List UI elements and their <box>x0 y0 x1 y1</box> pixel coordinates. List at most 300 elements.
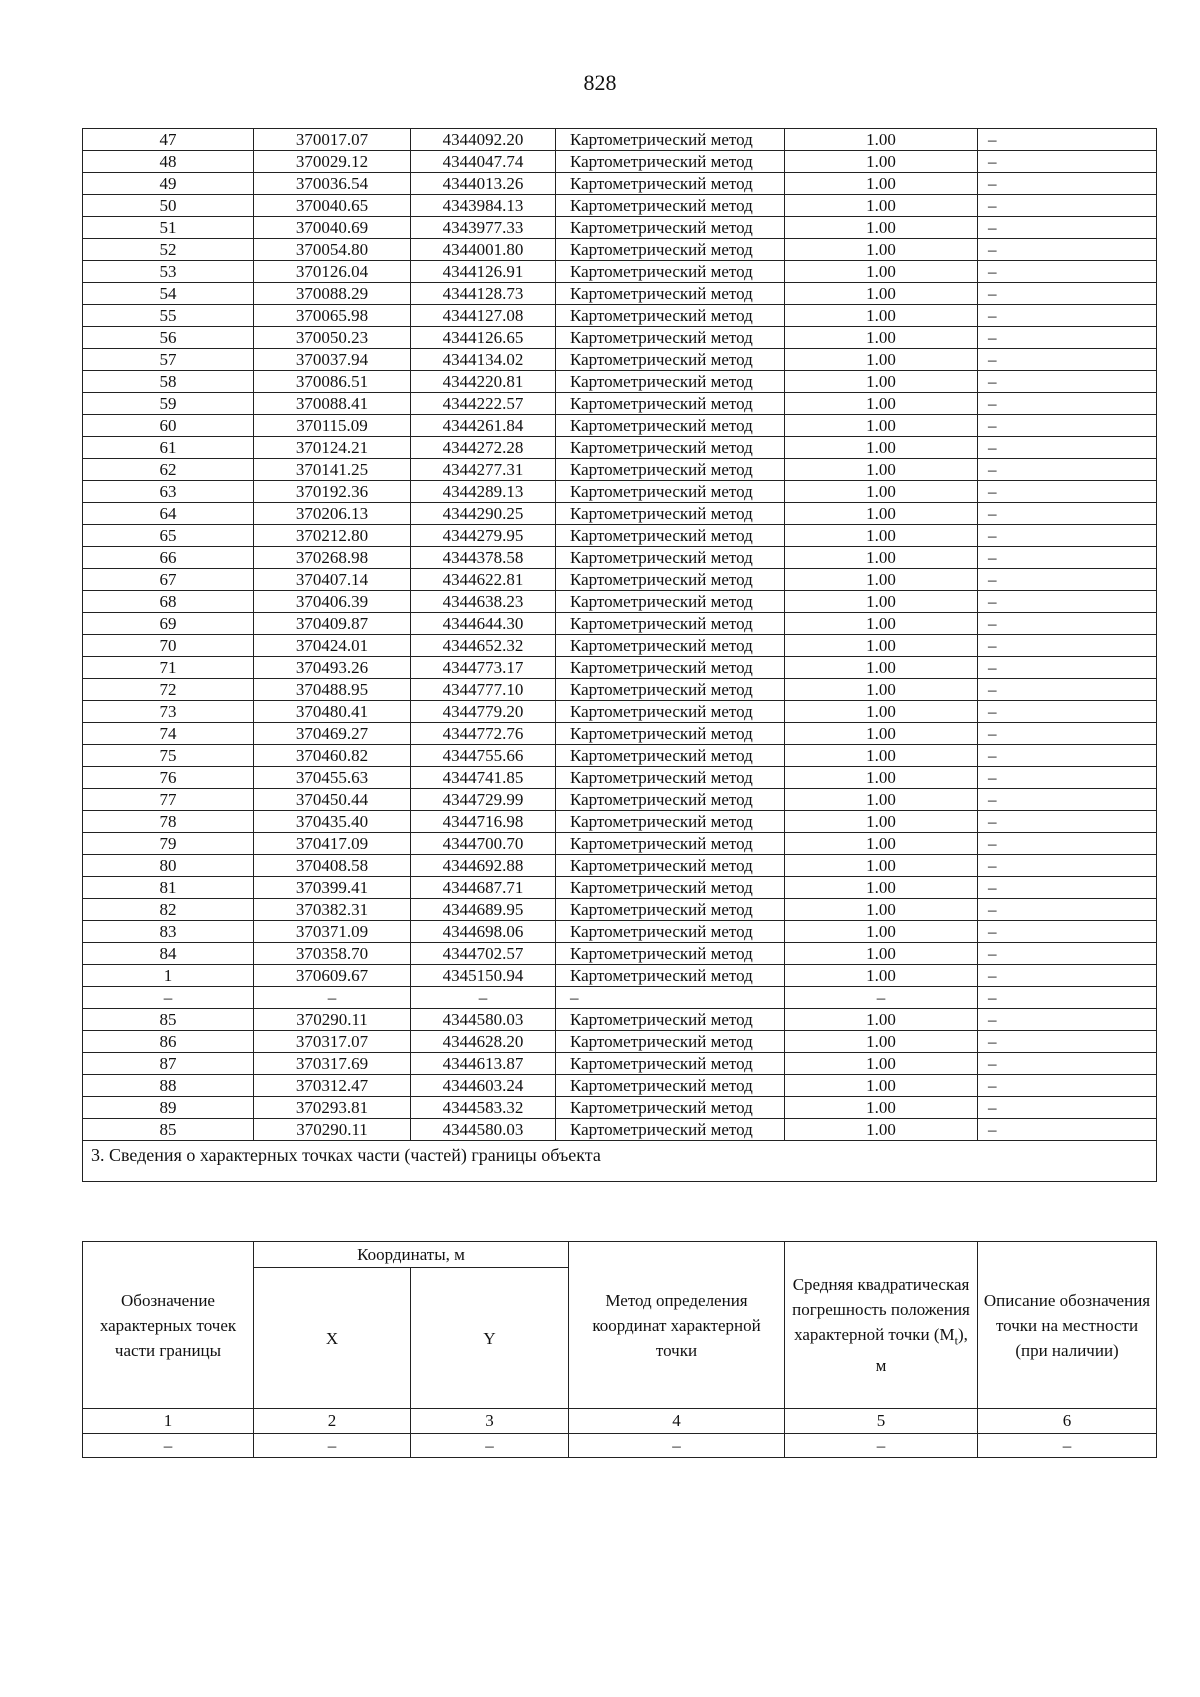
cell-error: 1.00 <box>785 349 978 371</box>
parts-boundary-table <box>82 1241 1157 1458</box>
cell-coord-y: 4344702.57 <box>411 943 556 965</box>
cell-method: Картометрический метод <box>556 327 785 349</box>
cell-description: – <box>978 745 1157 767</box>
cell-coord-x: 370407.14 <box>254 569 411 591</box>
cell-coord-x: 370493.26 <box>254 657 411 679</box>
cell-coord-x: 370455.63 <box>254 767 411 789</box>
cell-method: Картометрический метод <box>556 217 785 239</box>
cell-point-number: – <box>83 987 254 1009</box>
cell-description: – <box>978 811 1157 833</box>
cell-method: Картометрический метод <box>556 1097 785 1119</box>
cell-point-number: 52 <box>83 239 254 261</box>
cell-point-number: 1 <box>83 965 254 987</box>
cell-point-number: 49 <box>83 173 254 195</box>
cell-description: – <box>978 173 1157 195</box>
table-row <box>83 811 1157 833</box>
cell-coord-x: 370017.07 <box>254 129 411 151</box>
coordinates-table <box>82 128 1157 1182</box>
column-number: 6 <box>978 1409 1157 1434</box>
cell-coord-y: 4344698.06 <box>411 921 556 943</box>
section-3-title: 3. Сведения о характерных точках части (частей) границы объекта <box>83 1141 1157 1182</box>
coordinates-table-body <box>83 129 1157 1182</box>
cell-error: 1.00 <box>785 635 978 657</box>
cell-error: 1.00 <box>785 327 978 349</box>
cell-method: Картометрический метод <box>556 701 785 723</box>
header-method: Метод определения координат характерной точки <box>569 1242 785 1409</box>
empty-cell: – <box>411 1434 569 1458</box>
header-designation: Обозначение характерных точек части границы <box>83 1242 254 1409</box>
cell-coord-x: 370435.40 <box>254 811 411 833</box>
cell-method: Картометрический метод <box>556 943 785 965</box>
cell-coord-y: 4344741.85 <box>411 767 556 789</box>
header-description: Описание обозначения точки на местности (при наличии) <box>978 1242 1157 1409</box>
cell-point-number: 76 <box>83 767 254 789</box>
cell-coord-y: 4343984.13 <box>411 195 556 217</box>
empty-cell: – <box>785 1434 978 1458</box>
cell-point-number: 62 <box>83 459 254 481</box>
table-row <box>83 459 1157 481</box>
cell-coord-y: 4344583.32 <box>411 1097 556 1119</box>
cell-coord-y: 4344773.17 <box>411 657 556 679</box>
cell-method: Картометрический метод <box>556 415 785 437</box>
cell-point-number: 82 <box>83 899 254 921</box>
cell-coord-y: 4344689.95 <box>411 899 556 921</box>
cell-method: Картометрический метод <box>556 723 785 745</box>
cell-coord-y: 4344013.26 <box>411 173 556 195</box>
table-row <box>83 855 1157 877</box>
cell-coord-y: 4344128.73 <box>411 283 556 305</box>
cell-coord-x: 370460.82 <box>254 745 411 767</box>
table-row <box>83 173 1157 195</box>
cell-coord-x: 370126.04 <box>254 261 411 283</box>
table-row <box>83 1075 1157 1097</box>
header-error-tail: ), м <box>875 1324 968 1376</box>
cell-coord-x: 370406.39 <box>254 591 411 613</box>
cell-error: 1.00 <box>785 833 978 855</box>
cell-point-number: 47 <box>83 129 254 151</box>
header-coordinates: Координаты, м <box>254 1242 569 1268</box>
cell-coord-y: 4344687.71 <box>411 877 556 899</box>
cell-description: – <box>978 129 1157 151</box>
cell-error: 1.00 <box>785 745 978 767</box>
cell-coord-y: 4344001.80 <box>411 239 556 261</box>
cell-coord-x: 370450.44 <box>254 789 411 811</box>
table-row <box>83 635 1157 657</box>
cell-coord-y: 4344279.95 <box>411 525 556 547</box>
cell-method: Картометрический метод <box>556 503 785 525</box>
cell-method: Картометрический метод <box>556 239 785 261</box>
header-error-sub: t <box>954 1333 958 1348</box>
cell-description: – <box>978 635 1157 657</box>
cell-error: 1.00 <box>785 239 978 261</box>
cell-description: – <box>978 1009 1157 1031</box>
cell-method: Картометрический метод <box>556 569 785 591</box>
cell-method: Картометрический метод <box>556 151 785 173</box>
cell-point-number: 78 <box>83 811 254 833</box>
table-row <box>83 1097 1157 1119</box>
cell-coord-x: 370293.81 <box>254 1097 411 1119</box>
cell-point-number: 75 <box>83 745 254 767</box>
cell-point-number: 50 <box>83 195 254 217</box>
cell-point-number: 69 <box>83 613 254 635</box>
cell-description: – <box>978 217 1157 239</box>
cell-method: Картометрический метод <box>556 613 785 635</box>
cell-point-number: 66 <box>83 547 254 569</box>
column-numbers-row <box>83 1409 1157 1434</box>
cell-coord-x: 370206.13 <box>254 503 411 525</box>
cell-description: – <box>978 349 1157 371</box>
header-row-1 <box>83 1242 1157 1268</box>
cell-error: 1.00 <box>785 811 978 833</box>
cell-description: – <box>978 987 1157 1009</box>
cell-coord-y: 4344777.10 <box>411 679 556 701</box>
cell-coord-x: 370115.09 <box>254 415 411 437</box>
cell-error: 1.00 <box>785 921 978 943</box>
cell-coord-x: 370050.23 <box>254 327 411 349</box>
cell-method: Картометрический метод <box>556 811 785 833</box>
cell-coord-y: 4344289.13 <box>411 481 556 503</box>
cell-description: – <box>978 855 1157 877</box>
section-3-title-row <box>83 1141 1157 1182</box>
cell-coord-y: 4344220.81 <box>411 371 556 393</box>
cell-coord-y: 4344134.02 <box>411 349 556 371</box>
cell-coord-x: 370268.98 <box>254 547 411 569</box>
cell-point-number: 58 <box>83 371 254 393</box>
table-row <box>83 569 1157 591</box>
header-x: X <box>254 1268 411 1409</box>
cell-method: Картометрический метод <box>556 393 785 415</box>
cell-point-number: 55 <box>83 305 254 327</box>
cell-description: – <box>978 569 1157 591</box>
table-row <box>83 745 1157 767</box>
cell-coord-y: 4344580.03 <box>411 1119 556 1141</box>
table-row <box>83 701 1157 723</box>
cell-coord-x: 370290.11 <box>254 1009 411 1031</box>
cell-point-number: 63 <box>83 481 254 503</box>
cell-coord-x: 370417.09 <box>254 833 411 855</box>
cell-coord-y: 4344638.23 <box>411 591 556 613</box>
table-row <box>83 547 1157 569</box>
cell-description: – <box>978 1075 1157 1097</box>
cell-description: – <box>978 415 1157 437</box>
cell-method: – <box>556 987 785 1009</box>
empty-cell: – <box>83 1434 254 1458</box>
cell-point-number: 56 <box>83 327 254 349</box>
table-row <box>83 943 1157 965</box>
cell-method: Картометрический метод <box>556 547 785 569</box>
cell-description: – <box>978 965 1157 987</box>
cell-coord-y: 4344047.74 <box>411 151 556 173</box>
header-y: Y <box>411 1268 569 1409</box>
cell-coord-y: 4344772.76 <box>411 723 556 745</box>
cell-error: 1.00 <box>785 525 978 547</box>
cell-coord-x: 370212.80 <box>254 525 411 547</box>
cell-coord-y: 4344580.03 <box>411 1009 556 1031</box>
cell-description: – <box>978 151 1157 173</box>
cell-point-number: 85 <box>83 1009 254 1031</box>
cell-error: 1.00 <box>785 261 978 283</box>
empty-cell: – <box>978 1434 1157 1458</box>
cell-coord-y: 4344716.98 <box>411 811 556 833</box>
cell-coord-y: 4344729.99 <box>411 789 556 811</box>
cell-coord-x: 370192.36 <box>254 481 411 503</box>
cell-error: 1.00 <box>785 1053 978 1075</box>
cell-coord-y: 4344652.32 <box>411 635 556 657</box>
cell-point-number: 48 <box>83 151 254 173</box>
cell-description: – <box>978 547 1157 569</box>
cell-coord-y: 4344613.87 <box>411 1053 556 1075</box>
cell-method: Картометрический метод <box>556 635 785 657</box>
cell-error: 1.00 <box>785 283 978 305</box>
column-number: 5 <box>785 1409 978 1434</box>
table-row <box>83 415 1157 437</box>
cell-coord-x: 370124.21 <box>254 437 411 459</box>
cell-coord-y: 4344126.91 <box>411 261 556 283</box>
table-row <box>83 261 1157 283</box>
cell-point-number: 54 <box>83 283 254 305</box>
cell-error: 1.00 <box>785 481 978 503</box>
cell-error: – <box>785 987 978 1009</box>
cell-method: Картометрический метод <box>556 437 785 459</box>
cell-error: 1.00 <box>785 393 978 415</box>
cell-error: 1.00 <box>785 151 978 173</box>
table-row <box>83 327 1157 349</box>
cell-error: 1.00 <box>785 1031 978 1053</box>
cell-coord-x: 370141.25 <box>254 459 411 481</box>
cell-method: Картометрический метод <box>556 877 785 899</box>
cell-description: – <box>978 437 1157 459</box>
cell-description: – <box>978 283 1157 305</box>
cell-coord-y: 4344092.20 <box>411 129 556 151</box>
cell-coord-x: 370088.41 <box>254 393 411 415</box>
table-row <box>83 525 1157 547</box>
cell-method: Картометрический метод <box>556 371 785 393</box>
cell-method: Картометрический метод <box>556 833 785 855</box>
cell-description: – <box>978 701 1157 723</box>
table-row <box>83 1053 1157 1075</box>
cell-method: Картометрический метод <box>556 789 785 811</box>
table-row <box>83 217 1157 239</box>
cell-coord-x: 370312.47 <box>254 1075 411 1097</box>
column-number: 2 <box>254 1409 411 1434</box>
cell-coord-x: 370040.65 <box>254 195 411 217</box>
cell-coord-y: 4344622.81 <box>411 569 556 591</box>
cell-coord-x: 370036.54 <box>254 173 411 195</box>
cell-method: Картометрический метод <box>556 459 785 481</box>
cell-method: Картометрический метод <box>556 921 785 943</box>
cell-error: 1.00 <box>785 855 978 877</box>
cell-method: Картометрический метод <box>556 965 785 987</box>
cell-error: 1.00 <box>785 899 978 921</box>
cell-description: – <box>978 261 1157 283</box>
cell-description: – <box>978 833 1157 855</box>
cell-coord-x: 370317.07 <box>254 1031 411 1053</box>
cell-coord-y: 4344779.20 <box>411 701 556 723</box>
cell-description: – <box>978 613 1157 635</box>
cell-point-number: 77 <box>83 789 254 811</box>
cell-error: 1.00 <box>785 943 978 965</box>
table-row <box>83 789 1157 811</box>
cell-method: Картометрический метод <box>556 195 785 217</box>
cell-coord-x: 370399.41 <box>254 877 411 899</box>
cell-description: – <box>978 899 1157 921</box>
table-row <box>83 657 1157 679</box>
table-row <box>83 965 1157 987</box>
cell-point-number: 67 <box>83 569 254 591</box>
table-row <box>83 129 1157 151</box>
cell-description: – <box>978 327 1157 349</box>
cell-point-number: 71 <box>83 657 254 679</box>
table-row <box>83 723 1157 745</box>
cell-error: 1.00 <box>785 305 978 327</box>
cell-method: Картометрический метод <box>556 481 785 503</box>
cell-error: 1.00 <box>785 657 978 679</box>
cell-coord-x: 370054.80 <box>254 239 411 261</box>
cell-error: 1.00 <box>785 437 978 459</box>
cell-method: Картометрический метод <box>556 261 785 283</box>
cell-coord-y: 4344261.84 <box>411 415 556 437</box>
cell-description: – <box>978 789 1157 811</box>
cell-error: 1.00 <box>785 877 978 899</box>
cell-description: – <box>978 393 1157 415</box>
cell-point-number: 51 <box>83 217 254 239</box>
table-row <box>83 437 1157 459</box>
cell-error: 1.00 <box>785 1119 978 1141</box>
table-row <box>83 591 1157 613</box>
cell-coord-x: 370088.29 <box>254 283 411 305</box>
cell-method: Картометрический метод <box>556 657 785 679</box>
table-row <box>83 833 1157 855</box>
cell-error: 1.00 <box>785 173 978 195</box>
cell-coord-x: 370086.51 <box>254 371 411 393</box>
cell-description: – <box>978 657 1157 679</box>
cell-method: Картометрический метод <box>556 1031 785 1053</box>
cell-method: Картометрический метод <box>556 129 785 151</box>
cell-point-number: 65 <box>83 525 254 547</box>
cell-description: – <box>978 305 1157 327</box>
cell-method: Картометрический метод <box>556 591 785 613</box>
cell-method: Картометрический метод <box>556 745 785 767</box>
cell-method: Картометрический метод <box>556 1009 785 1031</box>
cell-point-number: 53 <box>83 261 254 283</box>
cell-description: – <box>978 921 1157 943</box>
table-row <box>83 899 1157 921</box>
table-row <box>83 921 1157 943</box>
table-row <box>83 305 1157 327</box>
cell-error: 1.00 <box>785 767 978 789</box>
cell-description: – <box>978 591 1157 613</box>
cell-coord-y: 4344644.30 <box>411 613 556 635</box>
cell-coord-x: 370382.31 <box>254 899 411 921</box>
cell-coord-y: 4344628.20 <box>411 1031 556 1053</box>
cell-description: – <box>978 503 1157 525</box>
cell-coord-x: 370037.94 <box>254 349 411 371</box>
empty-data-row <box>83 1434 1157 1458</box>
cell-coord-x: – <box>254 987 411 1009</box>
cell-coord-y: – <box>411 987 556 1009</box>
cell-error: 1.00 <box>785 195 978 217</box>
page-number: 828 <box>583 70 617 95</box>
cell-description: – <box>978 723 1157 745</box>
cell-point-number: 84 <box>83 943 254 965</box>
column-number: 4 <box>569 1409 785 1434</box>
cell-error: 1.00 <box>785 503 978 525</box>
cell-coord-y: 4343977.33 <box>411 217 556 239</box>
table-row <box>83 877 1157 899</box>
cell-error: 1.00 <box>785 217 978 239</box>
cell-coord-y: 4344277.31 <box>411 459 556 481</box>
cell-method: Картометрический метод <box>556 305 785 327</box>
cell-method: Картометрический метод <box>556 679 785 701</box>
cell-method: Картометрический метод <box>556 1075 785 1097</box>
cell-description: – <box>978 1097 1157 1119</box>
table-row <box>83 349 1157 371</box>
cell-point-number: 86 <box>83 1031 254 1053</box>
cell-method: Картометрический метод <box>556 899 785 921</box>
cell-coord-x: 370488.95 <box>254 679 411 701</box>
cell-error: 1.00 <box>785 701 978 723</box>
cell-method: Картометрический метод <box>556 1119 785 1141</box>
cell-point-number: 73 <box>83 701 254 723</box>
cell-description: – <box>978 1031 1157 1053</box>
cell-coord-x: 370029.12 <box>254 151 411 173</box>
cell-description: – <box>978 943 1157 965</box>
column-number: 3 <box>411 1409 569 1434</box>
cell-coord-x: 370480.41 <box>254 701 411 723</box>
cell-coord-x: 370290.11 <box>254 1119 411 1141</box>
table-row <box>83 195 1157 217</box>
table-row <box>83 987 1157 1009</box>
cell-coord-x: 370609.67 <box>254 965 411 987</box>
cell-error: 1.00 <box>785 723 978 745</box>
cell-description: – <box>978 1119 1157 1141</box>
cell-error: 1.00 <box>785 569 978 591</box>
cell-coord-y: 4344603.24 <box>411 1075 556 1097</box>
cell-point-number: 70 <box>83 635 254 657</box>
table-row <box>83 239 1157 261</box>
cell-coord-y: 4345150.94 <box>411 965 556 987</box>
cell-description: – <box>978 767 1157 789</box>
cell-error: 1.00 <box>785 1009 978 1031</box>
cell-method: Картометрический метод <box>556 349 785 371</box>
cell-point-number: 88 <box>83 1075 254 1097</box>
cell-description: – <box>978 481 1157 503</box>
cell-point-number: 72 <box>83 679 254 701</box>
cell-point-number: 79 <box>83 833 254 855</box>
table-row <box>83 1009 1157 1031</box>
cell-method: Картометрический метод <box>556 767 785 789</box>
column-number: 1 <box>83 1409 254 1434</box>
cell-error: 1.00 <box>785 547 978 569</box>
empty-cell: – <box>254 1434 411 1458</box>
cell-coord-x: 370424.01 <box>254 635 411 657</box>
cell-point-number: 64 <box>83 503 254 525</box>
cell-coord-x: 370358.70 <box>254 943 411 965</box>
cell-description: – <box>978 371 1157 393</box>
cell-point-number: 80 <box>83 855 254 877</box>
cell-error: 1.00 <box>785 371 978 393</box>
cell-point-number: 89 <box>83 1097 254 1119</box>
cell-description: – <box>978 459 1157 481</box>
cell-coord-y: 4344378.58 <box>411 547 556 569</box>
cell-description: – <box>978 1053 1157 1075</box>
cell-error: 1.00 <box>785 789 978 811</box>
cell-coord-x: 370040.69 <box>254 217 411 239</box>
cell-description: – <box>978 525 1157 547</box>
cell-method: Картометрический метод <box>556 855 785 877</box>
cell-error: 1.00 <box>785 1075 978 1097</box>
table-row <box>83 151 1157 173</box>
